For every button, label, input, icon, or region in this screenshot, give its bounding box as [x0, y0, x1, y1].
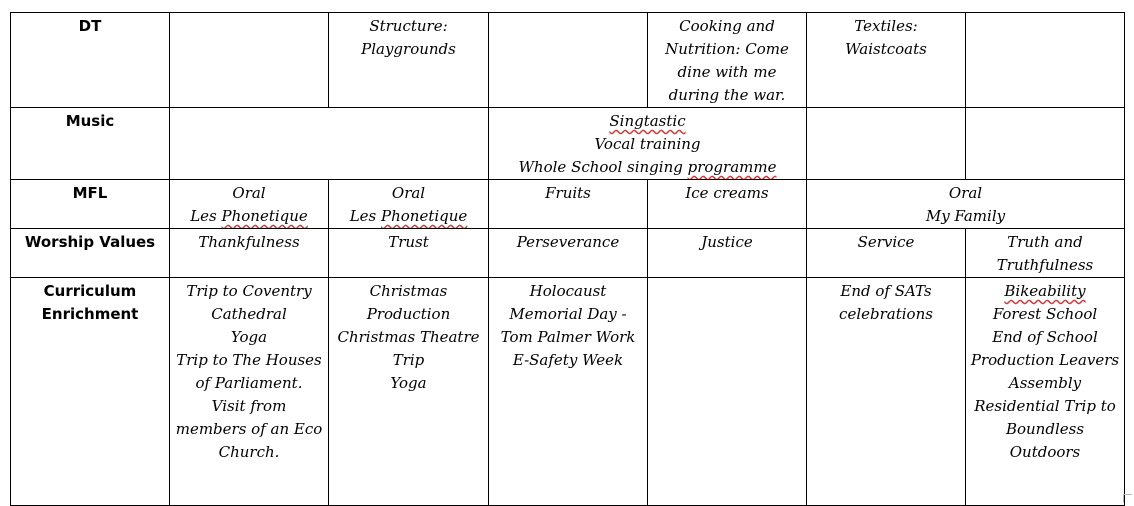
cell-text: Vocal training: [594, 135, 701, 153]
cell-text: Oral: [232, 184, 266, 202]
cell-worship-1: Thankfulness: [170, 229, 329, 278]
cell-text: Residential Trip to: [974, 397, 1116, 415]
row-curriculum-enrichment: [11, 278, 1125, 506]
cell-worship-2: Trust: [329, 229, 489, 278]
cell-text: Yoga: [390, 374, 427, 392]
cell-text: Singtastic: [609, 112, 686, 130]
cell-dt-2: [329, 13, 489, 108]
cell-text: Holocaust: [529, 282, 607, 300]
cell-text: members of an Eco: [175, 420, 323, 438]
curriculum-table: [10, 12, 1125, 506]
cell-worship-5: Service: [807, 229, 966, 278]
cell-text: Production Leavers: [970, 351, 1120, 369]
cell-text: My Family: [925, 207, 1006, 225]
cell-text: Christmas Theatre: [337, 328, 480, 346]
cell-music-3-4: [489, 108, 807, 180]
cell-text: Textiles:: [854, 17, 918, 35]
cell-text: Memorial Day -: [509, 305, 627, 323]
cell-dt-4: [648, 13, 807, 108]
cell-text: Cooking and: [679, 17, 775, 35]
cell-text: Curriculum: [43, 282, 137, 300]
cell-text: of Parliament.: [195, 374, 303, 392]
cell-text: Truth and: [1007, 233, 1083, 251]
curriculum-table-page: [10, 12, 1125, 506]
cell-text: Trip to Coventry: [186, 282, 312, 300]
cell-text: Phonetique: [221, 207, 308, 225]
cell-worship-3: Perseverance: [489, 229, 648, 278]
page-corner-mark: [1123, 494, 1132, 503]
cell-text: Assembly: [1008, 374, 1082, 392]
cell-text: Nutrition: Come: [665, 40, 789, 58]
cell-text: Christmas: [369, 282, 448, 300]
row-worship-values: [11, 229, 1125, 278]
cell-text: End of SATs: [840, 282, 932, 300]
cell-text: E-Safety Week: [512, 351, 624, 369]
cell-enrichment-5: [807, 278, 966, 506]
cell-text: Truthfulness: [996, 256, 1094, 274]
cell-enrichment-6: [966, 278, 1125, 506]
row-mfl: [11, 180, 1125, 229]
cell-enrichment-2: [329, 278, 489, 506]
row-heading-music: Music: [11, 108, 170, 180]
cell-dt-1: [170, 13, 329, 108]
cell-text: Oral: [948, 184, 983, 202]
cell-text: Les: [190, 207, 222, 225]
cell-text: Forest School: [992, 305, 1098, 323]
cell-enrichment-3: [489, 278, 648, 506]
row-dt: [11, 13, 1125, 108]
cell-text: Bikeability: [1004, 282, 1086, 300]
cell-text: Church.: [218, 443, 280, 461]
cell-text: Yoga: [230, 328, 268, 346]
cell-text: Cathedral: [211, 305, 287, 323]
cell-text: Tom Palmer Work: [500, 328, 636, 346]
cell-text: End of School: [992, 328, 1098, 346]
cell-text: programme: [687, 158, 777, 176]
cell-worship-4: Justice: [648, 229, 807, 278]
cell-text: Les: [349, 207, 381, 225]
cell-text: Enrichment: [41, 305, 139, 323]
row-music: [11, 108, 1125, 180]
cell-mfl-4: Ice creams: [648, 180, 807, 229]
cell-enrichment-4: [648, 278, 807, 506]
cell-text: Trip: [392, 351, 425, 369]
cell-text: Playgrounds: [361, 40, 456, 58]
cell-text: Trip to The Houses: [176, 351, 322, 369]
cell-dt-5: [807, 13, 966, 108]
row-heading-worship-values: Worship Values: [11, 229, 170, 278]
cell-worship-6: [966, 229, 1125, 278]
cell-mfl-2: [329, 180, 489, 229]
row-heading-mfl: MFL: [11, 180, 170, 229]
cell-dt-3: [489, 13, 648, 108]
cell-music-6: [966, 108, 1125, 180]
cell-text: Oral: [391, 184, 426, 202]
row-heading-dt: DT: [11, 13, 170, 108]
cell-mfl-3: Fruits: [489, 180, 648, 229]
cell-text: Whole School singing: [518, 158, 688, 176]
cell-text: Boundless: [1005, 420, 1085, 438]
cell-text: Visit from: [211, 397, 287, 415]
cell-music-5: [807, 108, 966, 180]
cell-text: Phonetique: [381, 207, 468, 225]
cell-text: Structure:: [369, 17, 448, 35]
cell-text: during the war.: [668, 86, 786, 104]
cell-mfl-5-6: [807, 180, 1125, 229]
cell-enrichment-1: [170, 278, 329, 506]
cell-dt-6: [966, 13, 1125, 108]
cell-text: dine with me: [677, 63, 777, 81]
cell-music-1-2: [170, 108, 489, 180]
cell-mfl-1: [170, 180, 329, 229]
cell-text: Outdoors: [1009, 443, 1081, 461]
cell-text: Waistcoats: [845, 40, 927, 58]
row-heading-curriculum-enrichment: [11, 278, 170, 506]
cell-text: Production: [366, 305, 451, 323]
cell-text: celebrations: [839, 305, 933, 323]
